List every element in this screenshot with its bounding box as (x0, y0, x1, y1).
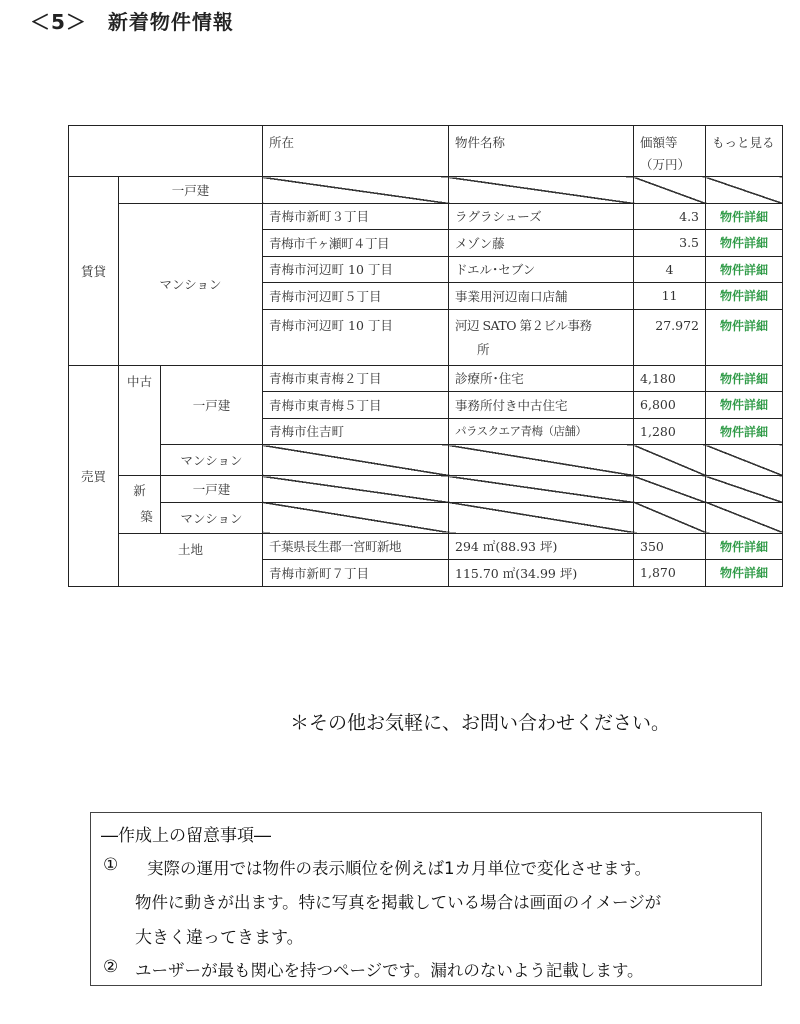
table-row (69, 445, 783, 476)
location-cell: 青梅市住吉町 (263, 418, 449, 445)
header-property-name: 物件名称 (449, 126, 634, 177)
property-name-cell: 診療所･住宅 (449, 365, 634, 392)
contact-note: ＊その他お気軽に、お問い合わせください。 (290, 712, 671, 734)
header-more: もっと見る (706, 126, 783, 177)
table-row (69, 502, 783, 533)
remarks-box (90, 812, 762, 986)
price-cell: 4,180 (634, 365, 706, 392)
page-title: ＜5＞ 新着物件情報 (30, 10, 234, 34)
empty-cell (263, 177, 449, 204)
location-cell: 青梅市東青梅２丁目 (263, 365, 449, 392)
empty-cell (449, 502, 634, 533)
detail-link[interactable]: 物件詳細 (706, 560, 783, 587)
empty-cell (634, 445, 706, 476)
property-name-cell: ドエル･セブン (449, 256, 634, 283)
location-cell: 青梅市新町７丁目 (263, 560, 449, 587)
remarks-item1-line3: 大きく違ってきます。 (135, 928, 304, 948)
header-price (634, 126, 706, 177)
empty-cell (263, 502, 449, 533)
property-name-line1: 河辺 SATO 第２ビル事務 (455, 317, 592, 333)
detail-link[interactable]: 物件詳細 (706, 365, 783, 392)
detail-link[interactable]: 物件詳細 (706, 230, 783, 257)
detail-link[interactable]: 物件詳細 (706, 418, 783, 445)
remarks-item2-text: ユーザーが最も関心を持つページです。漏れのないよう記載します。 (135, 961, 644, 980)
subcategory-used: 中古 (119, 365, 161, 476)
detail-link[interactable]: 物件詳細 (706, 283, 783, 310)
price-cell: 4.3 (634, 203, 706, 230)
subcategory-used-mansion: マンション (161, 445, 263, 476)
empty-cell (449, 476, 634, 503)
category-rent: 賃貸 (69, 177, 119, 366)
location-cell: 千葉県長生郡一宮町新地 (263, 533, 449, 560)
header-price-line2: （万円） (640, 157, 691, 172)
subcategory-mansion: マンション (119, 203, 263, 365)
empty-cell (706, 445, 783, 476)
price-cell: 1,870 (634, 560, 706, 587)
price-cell: 4 (634, 256, 706, 283)
location-cell: 青梅市千ヶ瀬町４丁目 (263, 230, 449, 257)
subcategory-used-detached: 一戸建 (161, 365, 263, 445)
location-cell: 青梅市河辺町５丁目 (263, 283, 449, 310)
location-cell: 青梅市河辺町 10 丁目 (263, 309, 449, 365)
category-sale: 売買 (69, 365, 119, 586)
table-row (69, 533, 783, 560)
price-cell: 3.5 (634, 230, 706, 257)
empty-cell (634, 177, 706, 204)
remarks-item1-line2: 物件に動きが出ます。特に写真を掲載している場合は画面のイメージが (135, 893, 662, 912)
property-name-cell: パラスクエア青梅（店舗） (449, 418, 634, 445)
property-name-cell: 事務所付き中古住宅 (449, 392, 634, 419)
remarks-item1-number: ① (103, 855, 119, 875)
empty-cell (634, 476, 706, 503)
header-blank (69, 126, 263, 177)
price-cell: 350 (634, 533, 706, 560)
empty-cell (449, 177, 634, 204)
property-name-cell: 事業用河辺南口店舗 (449, 283, 634, 310)
detail-link[interactable]: 物件詳細 (706, 533, 783, 560)
empty-cell (634, 502, 706, 533)
subcategory-detached: 一戸建 (119, 177, 263, 204)
location-cell: 青梅市河辺町 10 丁目 (263, 256, 449, 283)
empty-cell (263, 445, 449, 476)
property-name-cell: 294 ㎡(88.93 坪) (449, 533, 634, 560)
remarks-item2-number: ② (103, 957, 119, 977)
location-cell: 青梅市新町３丁目 (263, 203, 449, 230)
empty-cell (706, 177, 783, 204)
table-row (69, 476, 783, 503)
table-row (69, 177, 783, 204)
empty-cell (706, 502, 783, 533)
remarks-heading: ―作成上の留意事項― (101, 826, 271, 846)
table-header-row (69, 126, 783, 177)
empty-cell (263, 476, 449, 503)
table-row (69, 365, 783, 392)
empty-cell (449, 445, 634, 476)
property-table (68, 125, 783, 587)
location-cell: 青梅市東青梅５丁目 (263, 392, 449, 419)
price-cell: 6,800 (634, 392, 706, 419)
subcategory-new-char1: 新 (133, 483, 146, 499)
remarks-item1-line1: 実際の運用では物件の表示順位を例えば1カ月単位で変化させます。 (147, 859, 652, 878)
table-row (69, 203, 783, 230)
property-name-line2: 所 (477, 341, 490, 357)
subcategory-new-mansion: マンション (161, 502, 263, 533)
header-location: 所在 (263, 126, 449, 177)
subcategory-new-detached: 一戸建 (161, 476, 263, 503)
detail-link[interactable]: 物件詳細 (706, 392, 783, 419)
subcategory-new-char2: 築 (140, 509, 153, 525)
subcategory-land: 土地 (119, 533, 263, 586)
price-cell: 11 (634, 283, 706, 310)
subcategory-new (119, 476, 161, 534)
detail-link[interactable]: 物件詳細 (706, 203, 783, 230)
price-cell: 27.972 (634, 309, 706, 365)
header-price-line1: 価額等 (640, 135, 678, 150)
detail-link[interactable]: 物件詳細 (706, 256, 783, 283)
property-name-cell: ラグラシューズ (449, 203, 634, 230)
empty-cell (706, 476, 783, 503)
property-name-cell: 115.70 ㎡(34.99 坪) (449, 560, 634, 587)
property-name-cell: メゾン藤 (449, 230, 634, 257)
detail-link[interactable]: 物件詳細 (706, 309, 783, 365)
property-name-cell (449, 309, 634, 365)
price-cell: 1,280 (634, 418, 706, 445)
